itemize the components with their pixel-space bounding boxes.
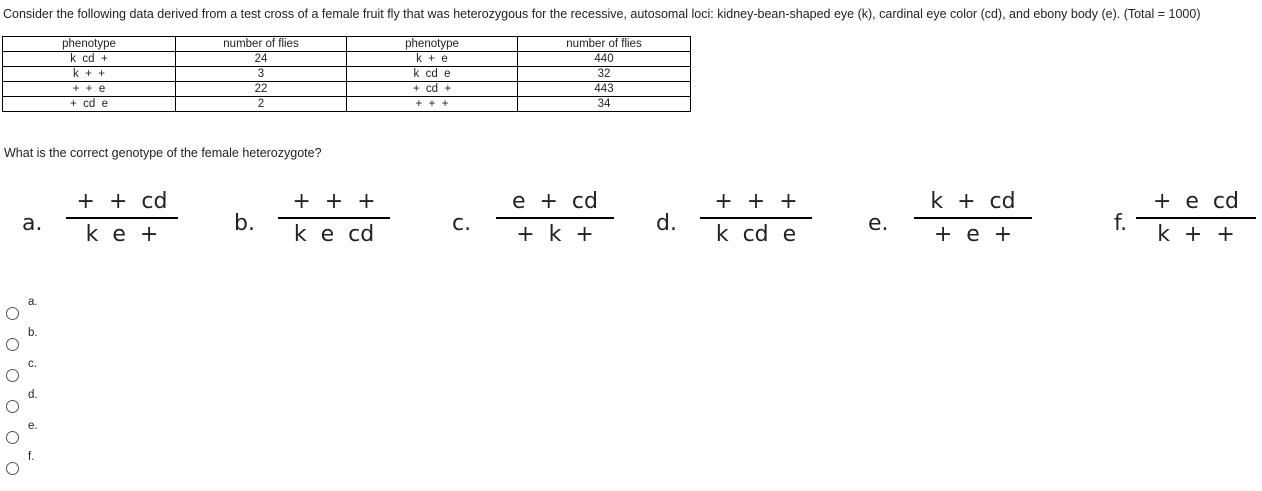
- radio-button[interactable]: [6, 462, 19, 475]
- intro-text: Consider the following data derived from a test cross of a female fruit fly that was heterozygous for the recessive, autosomal loci: kidney-bean-shaped eye (k), cardinal eye color (cd), and ebony body (e). (Total = 1000): [3, 7, 1201, 21]
- table-cell: k cd +: [3, 52, 176, 67]
- table-row: [3, 97, 691, 112]
- table-header-row: [3, 37, 691, 52]
- choice-letter: c.: [452, 211, 472, 236]
- table-cell: + + e: [3, 82, 176, 97]
- genotype-numerator: + + +: [292, 189, 376, 214]
- option-label: b.: [28, 327, 38, 339]
- genotype-fraction: [496, 188, 614, 249]
- genotype-fraction: [66, 188, 178, 249]
- genotype-fraction: [914, 188, 1032, 249]
- question-text: What is the correct genotype of the female heterozygote?: [4, 146, 322, 160]
- table-cell: k + e: [347, 52, 518, 67]
- option-label: d.: [28, 389, 38, 401]
- radio-button[interactable]: [6, 338, 19, 351]
- genotype-numerator: + + cd: [76, 189, 168, 214]
- table-cell: 2: [176, 97, 347, 112]
- genotype-fraction: [1136, 188, 1256, 249]
- choice-letter: d.: [656, 211, 677, 236]
- radio-button[interactable]: [6, 431, 19, 444]
- fraction-bar: [914, 217, 1032, 219]
- table-cell: k cd e: [347, 67, 518, 82]
- genotype-fraction: [700, 188, 812, 249]
- fraction-bar: [496, 217, 614, 219]
- option-label: c.: [28, 358, 37, 370]
- fraction-bar: [1136, 217, 1256, 219]
- column-header: phenotype: [3, 37, 176, 52]
- data-table: [2, 36, 691, 112]
- radio-button[interactable]: [6, 400, 19, 413]
- choice-letter: a.: [22, 211, 43, 236]
- table-cell: 32: [518, 67, 691, 82]
- genotype-denominator: k + +: [1157, 222, 1235, 247]
- genotype-denominator: k e +: [85, 222, 159, 247]
- genotype-numerator: + + +: [714, 189, 798, 214]
- fraction-bar: [700, 217, 812, 219]
- choice-letter: b.: [234, 211, 255, 236]
- table-row: [3, 67, 691, 82]
- genotype-denominator: + k +: [516, 222, 594, 247]
- table-cell: 443: [518, 82, 691, 97]
- genotype-numerator: e + cd: [511, 189, 598, 214]
- table-cell: 3: [176, 67, 347, 82]
- table-cell: 440: [518, 52, 691, 67]
- fraction-bar: [278, 217, 390, 219]
- genotype-numerator: k + cd: [930, 189, 1016, 214]
- option-label: a.: [28, 296, 38, 308]
- column-header: number of flies: [176, 37, 347, 52]
- table-cell: k + +: [3, 67, 176, 82]
- table-cell: 24: [176, 52, 347, 67]
- choice-letter: e.: [868, 211, 889, 236]
- genotype-numerator: + e cd: [1152, 189, 1239, 214]
- genotype-denominator: k e cd: [293, 222, 375, 247]
- table-cell: + cd e: [3, 97, 176, 112]
- genotype-fraction: [278, 188, 390, 249]
- table-cell: + cd +: [347, 82, 518, 97]
- radio-button[interactable]: [6, 369, 19, 382]
- table-cell: 34: [518, 97, 691, 112]
- genotype-denominator: k cd e: [715, 222, 797, 247]
- choice-letter: f.: [1114, 211, 1128, 236]
- column-header: phenotype: [347, 37, 518, 52]
- table-cell: + + +: [347, 97, 518, 112]
- option-label: f.: [28, 451, 35, 463]
- option-label: e.: [28, 420, 38, 432]
- table-row: [3, 82, 691, 97]
- table-cell: 22: [176, 82, 347, 97]
- radio-button[interactable]: [6, 307, 19, 320]
- fraction-bar: [66, 217, 178, 219]
- genotype-denominator: + e +: [933, 222, 1013, 247]
- column-header: number of flies: [518, 37, 691, 52]
- table-row: [3, 52, 691, 67]
